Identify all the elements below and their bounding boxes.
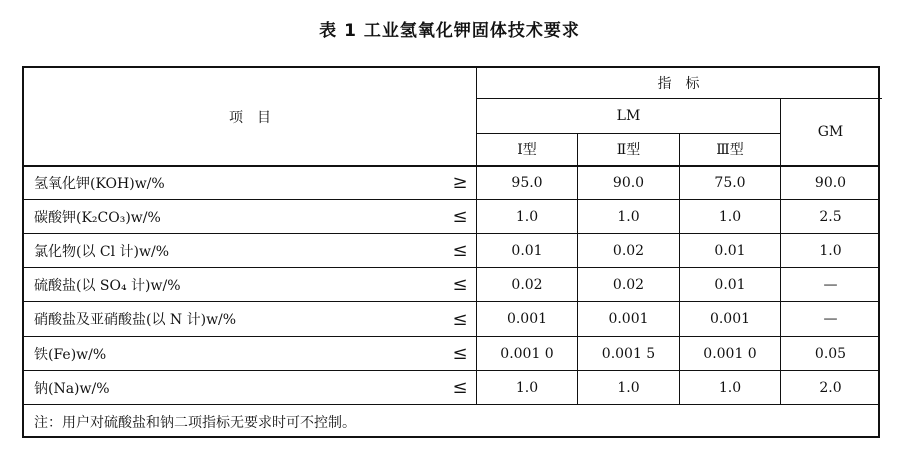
row-value-type2: 90.0 xyxy=(612,174,645,191)
row-symbol: ≤ xyxy=(452,377,468,398)
row-label-sulfate: 硫酸盐(以 SO₄ 计)w/% xyxy=(34,277,181,294)
row-label-k2co3: 碳酸钾(K₂CO₃)w/% xyxy=(34,209,161,226)
header-type-2: Ⅱ型 xyxy=(616,142,641,158)
row-value-gm: — xyxy=(823,311,838,327)
header-lm: LM xyxy=(616,107,641,124)
row-value-type3: 1.0 xyxy=(718,379,742,396)
row-value-type1: 0.001 0 xyxy=(500,345,554,362)
row-value-type1: 0.001 xyxy=(506,311,548,327)
row-value-type3: 0.01 xyxy=(714,276,746,293)
row-value-gm: 90.0 xyxy=(814,174,847,191)
row-value-gm: 2.0 xyxy=(819,379,842,396)
header-type-1: Ⅰ型 xyxy=(517,142,537,158)
spec-table xyxy=(22,66,880,438)
row-value-type2: 0.02 xyxy=(612,242,645,259)
header-gm: GM xyxy=(817,123,844,140)
row-label-iron: 铁(Fe)w/% xyxy=(34,346,107,363)
row-value-type1: 1.0 xyxy=(515,379,539,396)
row-value-type3: 75.0 xyxy=(714,174,746,191)
row-value-type2: 0.001 xyxy=(608,311,649,327)
row-value-type2: 0.02 xyxy=(612,276,645,293)
row-symbol: ≤ xyxy=(452,274,468,295)
row-symbol: ≤ xyxy=(452,343,468,364)
row-value-type3: 0.001 xyxy=(709,311,751,327)
row-value-type2: 1.0 xyxy=(617,208,640,225)
table-note: 注：用户对硫酸盐和钠二项指标无要求时可不控制。 xyxy=(34,414,356,431)
header-indicator: 指 标 xyxy=(657,76,700,92)
row-value-type1: 0.01 xyxy=(511,242,543,259)
row-value-gm: 2.5 xyxy=(819,208,842,225)
row-value-type3: 0.001 0 xyxy=(703,345,757,362)
row-value-type1: 95.0 xyxy=(511,174,543,191)
row-symbol: ≤ xyxy=(452,240,468,261)
row-label-nitrate: 硝酸盐及亚硝酸盐(以 N 计)w/% xyxy=(34,312,237,328)
table-title: 表 1 工业氢氧化钾固体技术要求 xyxy=(319,21,580,41)
row-label-koh: 氢氧化钾(KOH)w/% xyxy=(34,175,165,192)
row-value-type3: 1.0 xyxy=(718,208,742,225)
row-value-gm: 1.0 xyxy=(819,242,842,259)
header-type-3: Ⅲ型 xyxy=(716,142,744,158)
row-symbol: ≥ xyxy=(452,172,468,193)
row-value-type1: 0.02 xyxy=(511,276,543,293)
row-value-type1: 1.0 xyxy=(515,208,539,225)
row-value-type3: 0.01 xyxy=(714,242,746,259)
header-item: 项 目 xyxy=(229,109,271,126)
row-symbol: ≤ xyxy=(452,206,468,227)
row-value-gm: — xyxy=(823,276,838,293)
row-label-chloride: 氯化物(以 Cl 计)w/% xyxy=(34,243,170,260)
row-value-gm: 0.05 xyxy=(814,345,847,362)
row-value-type2: 0.001 5 xyxy=(601,345,656,362)
row-label-sodium: 钠(Na)w/% xyxy=(34,380,110,397)
row-value-type2: 1.0 xyxy=(617,379,640,396)
row-symbol: ≤ xyxy=(452,308,468,330)
